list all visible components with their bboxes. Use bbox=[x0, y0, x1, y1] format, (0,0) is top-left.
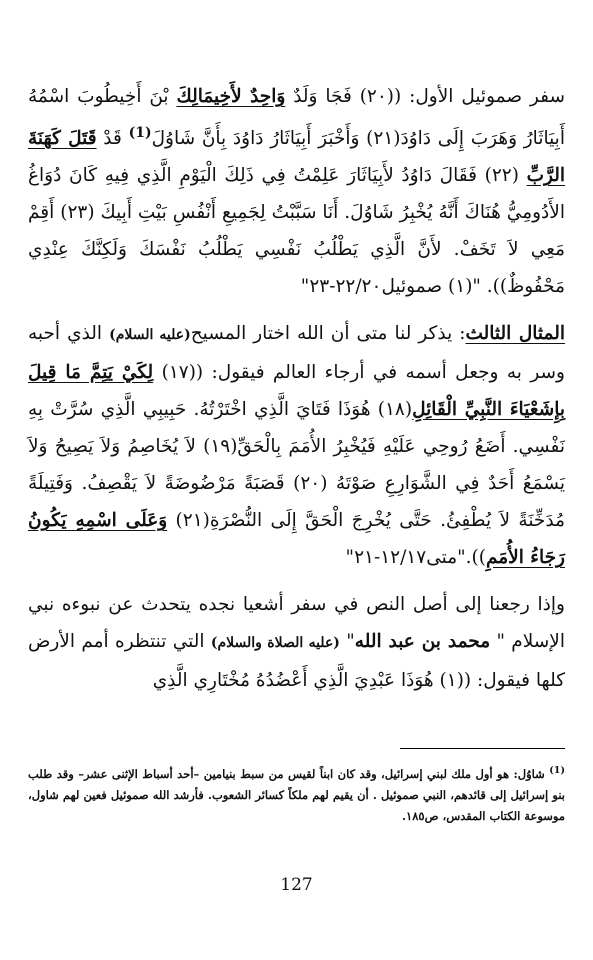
footnote-marker: (1) bbox=[549, 765, 565, 776]
underlined-text: قَتَلَ كَهَنَةَ الرَّبِّ bbox=[28, 128, 565, 187]
footnote-divider bbox=[400, 748, 565, 749]
honorific: (عليه الصلاة والسلام) bbox=[210, 635, 340, 652]
text: (١٨) هُوَذَا فَتَايَ الَّذِي اخْتَرْتُهُ. حَبِيبِي الَّذِي سُرَّتْ بِهِ نَفْسِي. أَضَعُ رُوحِي عَلَيْهِ فَيُخْبِرُ الأُمَمَ بِالْحَقِّ(١٩) لاَ يُخَاصِمُ وَلاَ يَصِيحُ وَلاَ يَسْمَعُ أَحَدٌ فِي الشَّوَارِعِ صَوْتَهُ (٢٠) قَصَبَةً مَرْضُوضَةً لاَ يَقْصِفُ. وَفَتِيلَةً مُدَخِّنَةً لاَ يُطْفِئُ. حَتَّى يُخْرِجَ الْحَقَّ إِلَى النُّصْرَةِ(٢١) bbox=[28, 399, 565, 532]
bold-name: محمد بن عبد الله bbox=[354, 631, 491, 653]
text: التي تنتظره أمم الأرض كلها فيقول: ((١) هُوَذَا عَبْدِيَ الَّذِي أَعْضُدُهُ مُخْتَارِي الَّذِي bbox=[28, 631, 565, 692]
paragraph-samuel bbox=[28, 78, 565, 305]
footnote bbox=[28, 760, 565, 827]
text: سفر صموئيل الأول: ((٢٠) فَجَا وَلَدٌ bbox=[285, 86, 565, 107]
underlined-text: وَعَلَى اسْمِهِ يَكُونُ رَجَاءُ الأُمَمِ bbox=[28, 510, 565, 569]
page-body bbox=[28, 78, 565, 699]
text: ))."متى١٢/١٧-٢١" bbox=[345, 547, 486, 569]
underlined-text: لِكَيْ يَتِمَّ مَا قِيلَ بِإِشَعْيَاءَ النَّبِيِّ الْقَائِلِ bbox=[28, 362, 565, 421]
footnote-ref[interactable]: (1) bbox=[128, 125, 152, 141]
footnote-text: شاوُل: هو أول ملك لبني إسرائيل، وقد كان ابناً لقيس من سبط بنيامين –أحد أسباط الإثنى عشر– وقد طلب بنو إسرائيل إلى قائدهم، النبي صموئيل . أن يقيم لهم ملكاً كسائر الشعوب. فأرشد الله صموئيل فعين لهم شاول، موسوعة الكتاب المقدس، ص١٨٥. bbox=[28, 766, 565, 823]
paragraph-matthew bbox=[28, 315, 565, 576]
honorific: (عليه السلام) bbox=[109, 327, 191, 344]
text: بْنَ أَخِيطُوبَ اسْمُهُ أَبِيَاثَارُ وَهَرَبَ إِلَى دَاوُدَ(٢١) وَأَخْبَرَ أَبِيَاثَارُ دَاوُدَ بِأَنَّ شَاوُلَ bbox=[28, 86, 565, 150]
paragraph-isaiah bbox=[28, 586, 565, 699]
page-number: 127 bbox=[280, 875, 313, 895]
text: الذي أحبه وسر به وجعل أسمه في أرجاء العالم فيقول: ((١٧) bbox=[28, 323, 565, 384]
text: " bbox=[339, 631, 355, 653]
text: قَدْ bbox=[96, 128, 129, 150]
text: وإذا رجعنا إلى أصل النص في سفر أشعيا نجده يتحدث عن نبوءه نبي الإسلام " bbox=[28, 594, 565, 653]
text: : يذكر لنا متى أن الله اختار المسيح bbox=[190, 323, 466, 345]
section-heading: المثال الثالث bbox=[465, 323, 565, 345]
underlined-text: وَاحِدٌ لأَخِيمَالِكَ bbox=[176, 86, 286, 107]
text: (٢٢) فَقَالَ دَاوُدُ لأَبِيَاثَارَ عَلِمْتُ فِي ذَلِكَ الْيَوْمِ الَّذِي فِيهِ كَانَ دُوَاغُ الأَدُومِيُّ هُنَاكَ أَنَّهُ يُخْبِرُ شَاوُلَ. أَنَا سَبَّبْتُ لِجَمِيعِ أَنْفُسِ بَيْتِ أَبِيكَ (٢٣) أَقِمْ مَعِي لاَ تَخَفْ. لأَنَّ الَّذِي يَطْلُبُ نَفْسِي يَطْلُبُ نَفْسَكَ وَلَكِنَّكَ عِنْدِي مَحْفُوظٌ)). "(١) صموئيل٢٢/٢٠-٢٣" bbox=[28, 165, 565, 298]
